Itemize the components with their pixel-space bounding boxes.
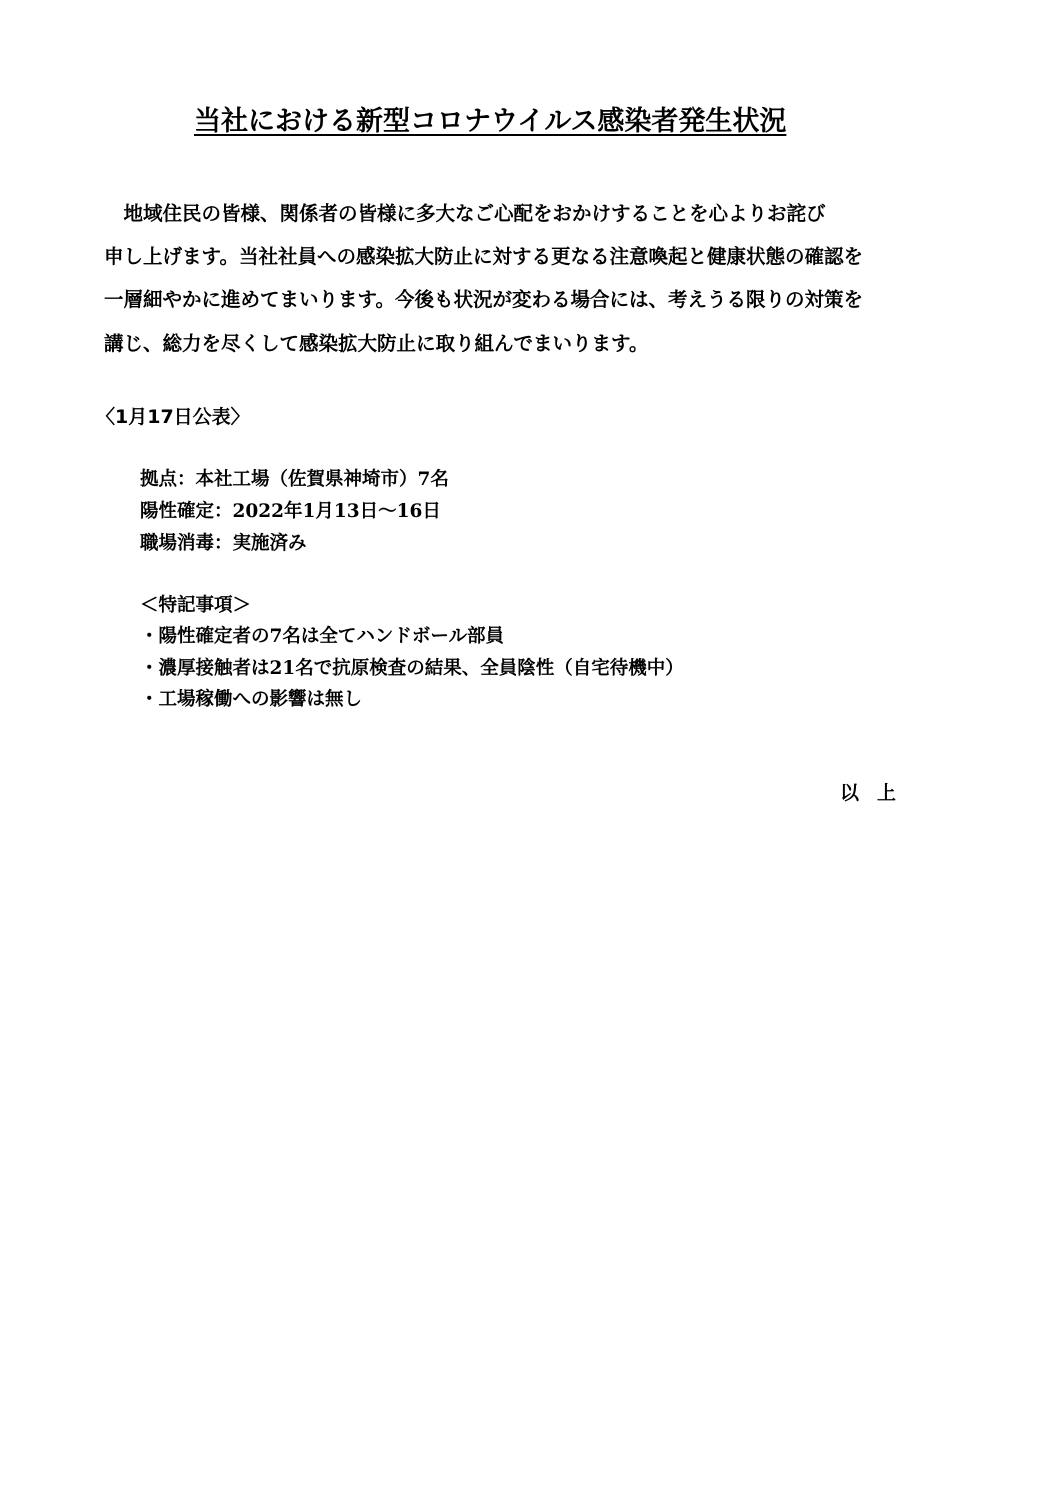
paragraph-line: 一層細やかに進めてまいります。今後も状況が変わる場合には、考えうる限りの対策を: [104, 288, 863, 311]
paragraph-line: 講じ、総力を尽くして感染拡大防止に取り組んでまいります。: [104, 332, 649, 355]
detail-positive-confirmed: 陽性確定：2022年1月13日～16日: [140, 501, 441, 522]
note-item: ・工場稼働への影響は無し: [140, 689, 363, 710]
paragraph-line: 申し上げます。当社社員への感染拡大防止に対する更なる注意喚起と健康状態の確認を: [104, 245, 863, 268]
note-item: ・陽性確定者の7名は全てハンドボール部員: [140, 626, 505, 647]
paragraph-line: 地域住民の皆様、関係者の皆様に多大なご心配をおかけすることを心よりお詫び: [104, 202, 826, 225]
notes-heading: ＜特記事項＞: [140, 595, 252, 616]
detail-location: 拠点：本社工場（佐賀県神埼市）7名: [140, 469, 449, 490]
closing-mark: 以上: [840, 782, 915, 804]
note-item: ・濃厚接触者は21名で抗原検査の結果、全員陰性（自宅待機中）: [140, 658, 684, 679]
document-title: 当社における新型コロナウイルス感染者発生状況: [194, 106, 787, 137]
detail-disinfection: 職場消毒：実施済み: [140, 533, 307, 554]
announcement-date: 〈1月17日公表〉: [96, 406, 250, 428]
